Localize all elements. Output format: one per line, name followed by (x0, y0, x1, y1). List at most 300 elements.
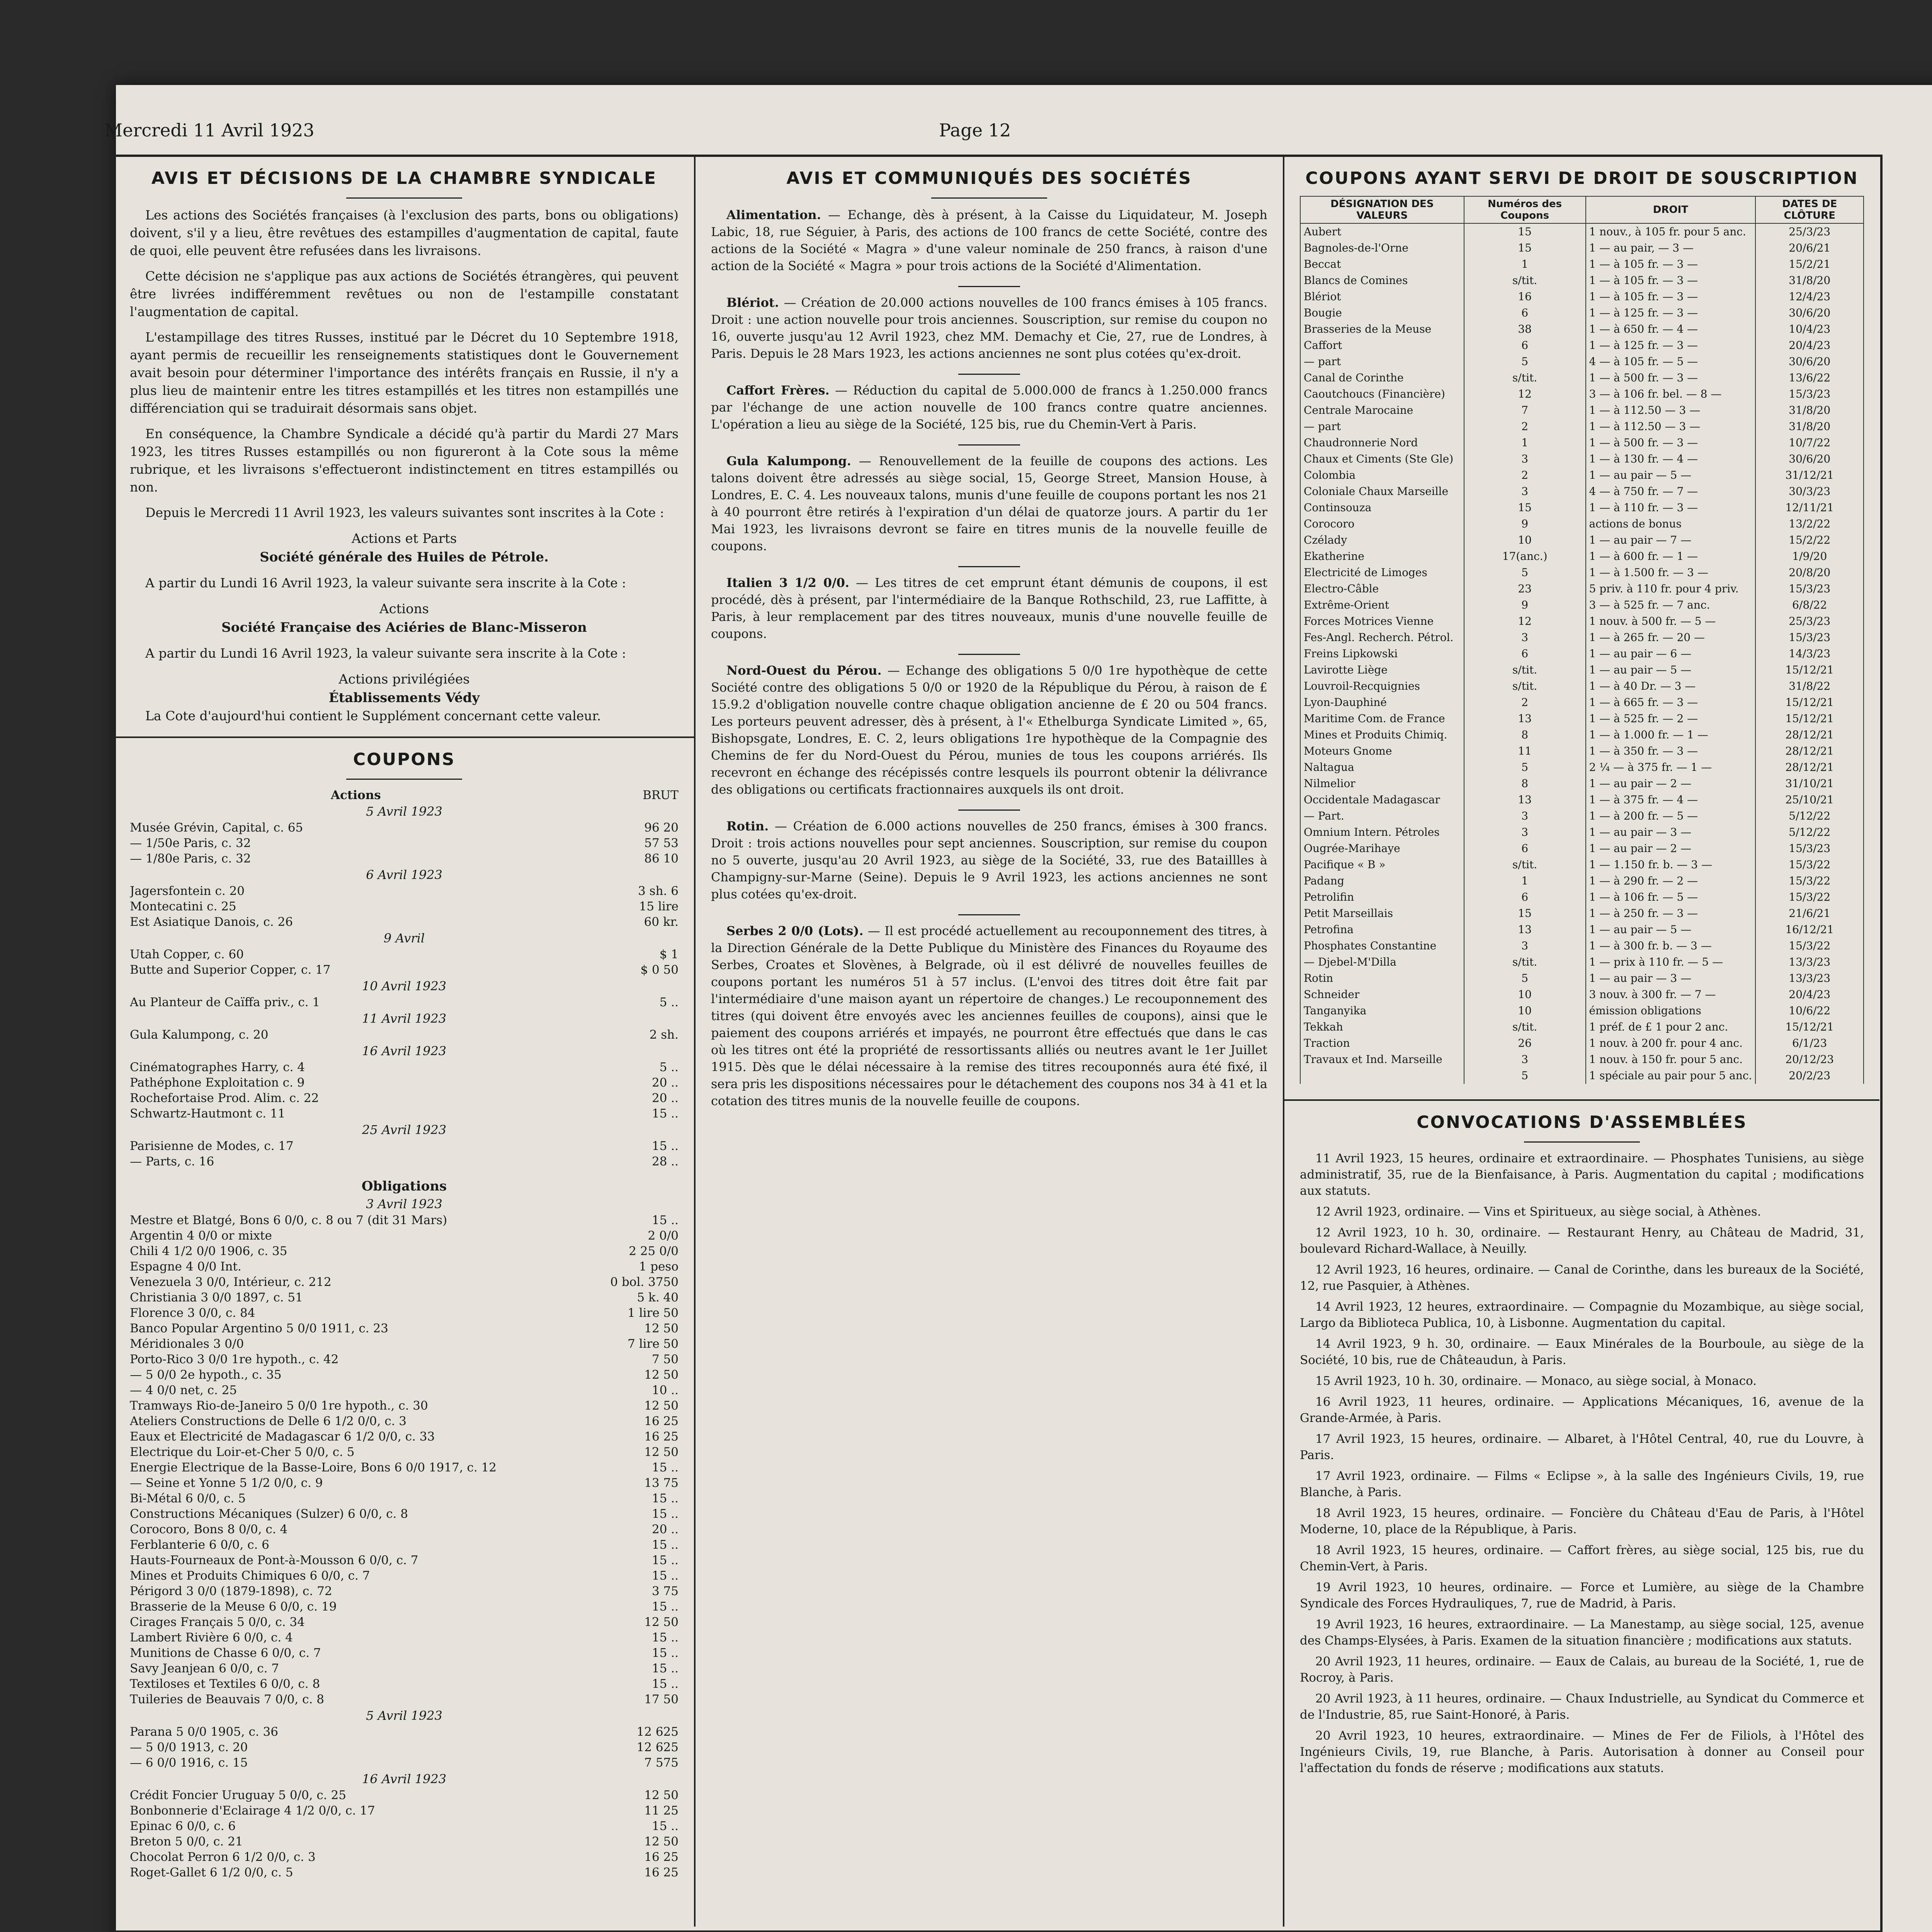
table-cell: 1 — au pair — 6 — (1586, 646, 1756, 662)
coupon-label: Butte and Superior Copper, c. 17 (130, 963, 331, 977)
coupon-value: $ 0 50 (640, 963, 679, 977)
table-cell: 6 (1464, 646, 1586, 662)
coupon-value: 15 .. (651, 1492, 679, 1505)
societe-text: — Réduction du capital de 5.000.000 de francs à 1.250.000 francs par l'échange de une action nouvelle de 100 francs contre quatre anciennes. L'opération a lieu au siège de la Société, 125 bis, rue du Chemin-Vert à Paris. (711, 383, 1268, 432)
coupon-value: 16 25 (644, 1430, 679, 1444)
table-cell: 3 (1464, 1051, 1586, 1068)
table-cell: Schneider (1300, 986, 1464, 1003)
coupon-label: Cirages Français 5 0/0, c. 34 (130, 1615, 305, 1629)
coupon-label: Chocolat Perron 6 1/2 0/0, c. 3 (130, 1850, 316, 1864)
section-title: COUPONS (353, 750, 456, 769)
coupon-value: 2 0/0 (648, 1229, 679, 1243)
souscription-table (1300, 196, 1864, 1084)
societe-text: — Création de 20.000 actions nouvelles de 100 francs émises à 105 francs. Droit : une action nouvelle pour trois anciennes. Souscription, sur remise du coupon no 16, ouverte jusqu'au 12 Avril 1923, chez MM. Demachy et Cie, 27, rue de Londres, à Paris. Depuis le 28 Mars 1923, les actions anciennes ne sont plus cotées qu'ex-droit. (711, 295, 1267, 361)
coupon-value: 15 .. (651, 1631, 679, 1645)
table-cell: 15/3/23 (1755, 581, 1864, 597)
table-cell: 1 préf. de £ 1 pour 2 anc. (1586, 1019, 1756, 1035)
coupon-label: Parisienne de Modes, c. 17 (130, 1139, 294, 1153)
section-title: AVIS ET COMMUNIQUÉS DES SOCIÉTÉS (786, 168, 1192, 188)
coupon-label: Pathéphone Exploitation c. 9 (130, 1076, 305, 1090)
table-row (1300, 289, 1864, 305)
coupon-row (130, 947, 679, 962)
table-cell: 5/12/22 (1755, 808, 1864, 824)
table-row (1300, 986, 1864, 1003)
table-cell: Pacifique « B » (1300, 857, 1464, 873)
table-cell: Canal de Corinthe (1300, 370, 1464, 386)
coupon-value: 86 10 (644, 852, 679, 866)
table-cell: 1 — à 105 fr. — 3 — (1586, 289, 1756, 305)
table-cell: 25/3/23 (1755, 223, 1864, 240)
table-cell: Forces Motrices Vienne (1300, 613, 1464, 629)
table-cell: Blancs de Comines (1300, 272, 1464, 289)
coupon-value: 17 50 (644, 1692, 679, 1706)
issue-date: Mercredi 11 Avril 1923 (104, 120, 315, 141)
coupon-value: 15 .. (651, 1461, 679, 1475)
table-row (1300, 418, 1864, 435)
table-cell: 5 (1464, 354, 1586, 370)
convocation-item: 17 Avril 1923, ordinaire. — Films « Eclipse », à la salle des Ingénieurs Civils, 19, rue Blanche, à Paris. (1300, 1469, 1864, 1499)
coupon-row (130, 1290, 679, 1305)
coupon-label: Eaux et Electricité de Madagascar 6 1/2 0/0, c. 33 (130, 1430, 435, 1444)
coupon-value: 15 .. (651, 1569, 679, 1583)
table-cell: 10/7/22 (1755, 435, 1864, 451)
societe-item (711, 922, 1267, 1109)
table-cell: Tanganyika (1300, 1003, 1464, 1019)
table-cell: s/tit. (1464, 678, 1586, 694)
coupon-row (130, 1724, 679, 1740)
coupon-value: 15 .. (651, 1646, 679, 1660)
table-cell: 1/9/20 (1755, 548, 1864, 565)
table-cell: 30/3/23 (1755, 483, 1864, 500)
table-cell: 3 nouv. à 300 fr. — 7 — (1586, 986, 1756, 1003)
coupon-row (130, 1475, 679, 1491)
table-cell: 2 ¼ — à 375 fr. — 1 — (1586, 759, 1756, 776)
divider (958, 810, 1020, 811)
table-cell: Maritime Com. de France (1300, 711, 1464, 727)
coupon-date: 25 Avril 1923 (362, 1122, 447, 1137)
table-cell: 15/12/21 (1755, 711, 1864, 727)
coupon-label: Argentin 4 0/0 or mixte (130, 1229, 272, 1243)
table-cell: 1 — au pair — 2 — (1586, 840, 1756, 857)
coupon-label: Constructions Mécaniques (Sulzer) 6 0/0, c. 8 (130, 1507, 408, 1521)
coupon-row (130, 1755, 679, 1770)
table-cell: 5 (1464, 970, 1586, 986)
coupon-label: Méridionales 3 0/0 (130, 1337, 244, 1351)
table-cell: 13/2/22 (1755, 516, 1864, 532)
table-cell: 31/12/21 (1755, 467, 1864, 483)
societes-list (696, 206, 1283, 1109)
coupon-value: 5 .. (659, 1060, 679, 1074)
table-row (1300, 223, 1864, 240)
coupon-label: Textiloses et Textiles 6 0/0, c. 8 (130, 1677, 320, 1691)
coupon-row (130, 1865, 679, 1880)
table-cell: Ougrée-Marihaye (1300, 840, 1464, 857)
coupon-label: Christiania 3 0/0 1897, c. 51 (130, 1291, 303, 1304)
societe-text: — Echange, dès à présent, à la Caisse du Liquidateur, M. Joseph Labic, 18, rue Séguier, à Paris, des actions de 100 francs de cette Société, contre des actions de la Société « Magra » d'une valeur nominale de 250 francs, à raison d'une action de la Société « Magra » pour trois actions de la Société d'Alimentation. (711, 207, 1267, 273)
coupon-label: Bonbonnerie d'Eclairage 4 1/2 0/0, c. 17 (130, 1804, 375, 1818)
table-row (1300, 808, 1864, 824)
coupon-value: 15 .. (651, 1677, 679, 1691)
coupon-value: 12 50 (644, 1445, 679, 1459)
table-row (1300, 1051, 1864, 1068)
coupon-date: 5 Avril 1923 (366, 804, 442, 819)
table-cell: 9 (1464, 516, 1586, 532)
coupon-row (130, 1305, 679, 1321)
coupon-row (130, 1568, 679, 1583)
table-cell: 5 (1464, 565, 1586, 581)
societe-item (711, 452, 1267, 554)
table-cell: Omnium Intern. Pétroles (1300, 824, 1464, 840)
table-row (1300, 613, 1864, 629)
coupon-label: — 6 0/0 1916, c. 15 (130, 1756, 248, 1770)
coupon-row (130, 1154, 679, 1169)
table-cell: 15/12/21 (1755, 1019, 1864, 1035)
convocation-item: 12 Avril 1923, ordinaire. — Vins et Spiritueux, au siège social, à Athènes. (1315, 1205, 1761, 1219)
coupon-label: Rochefortaise Prod. Alim. c. 22 (130, 1091, 319, 1105)
coupon-value: 12 50 (644, 1368, 679, 1382)
table-cell: 15/3/23 (1755, 629, 1864, 646)
table-cell: 3 (1464, 483, 1586, 500)
coupon-label: — 1/50e Paris, c. 32 (130, 836, 251, 850)
table-cell: Beccat (1300, 256, 1464, 272)
coupon-label: Au Planteur de Caïffa priv., c. 1 (130, 995, 320, 1009)
table-cell: Caoutchoucs (Financière) (1300, 386, 1464, 402)
coupon-row (130, 1444, 679, 1460)
table-cell: 3 — à 525 fr. — 7 anc. (1586, 597, 1756, 613)
convocation-item: 15 Avril 1923, 10 h. 30, ordinaire. — Monaco, au siège social, à Monaco. (1315, 1374, 1757, 1388)
societe-name: Caffort Frères. (726, 383, 830, 398)
coupon-value: 15 .. (651, 1507, 679, 1521)
table-row (1300, 1003, 1864, 1019)
table-row (1300, 467, 1864, 483)
table-cell: 6 (1464, 337, 1586, 354)
table-cell: s/tit. (1464, 370, 1586, 386)
coupon-row (130, 1676, 679, 1692)
table-cell: 20/6/21 (1755, 240, 1864, 256)
coupon-row (130, 1818, 679, 1834)
table-cell: 6 (1464, 305, 1586, 321)
coupon-value: 7 50 (651, 1352, 679, 1366)
coupon-value: 0 bol. 3750 (610, 1275, 679, 1289)
coupon-row (130, 1138, 679, 1154)
table-cell: 20/12/23 (1755, 1051, 1864, 1068)
table-row (1300, 386, 1864, 402)
coupon-row (130, 1614, 679, 1630)
societe-name: Serbes 2 0/0 (Lots). (726, 923, 864, 938)
coupon-value: 57 53 (644, 836, 679, 850)
coupon-value: 15 .. (651, 1107, 679, 1121)
column-header: DROIT (1586, 196, 1756, 223)
table-cell: 1 — à 350 fr. — 3 — (1586, 743, 1756, 759)
coupon-label: Périgord 3 0/0 (1879-1898), c. 72 (130, 1584, 332, 1598)
table-row (1300, 1068, 1864, 1084)
societe-name: Blériot. (726, 295, 779, 310)
coupon-value: 5 .. (659, 995, 679, 1009)
table-cell: — Djebel-M'Dilla (1300, 954, 1464, 970)
table-cell: Continsouza (1300, 500, 1464, 516)
societe-name: Rotin. (726, 819, 769, 833)
table-cell: Electro-Câble (1300, 581, 1464, 597)
table-row (1300, 500, 1864, 516)
table-cell: 13 (1464, 711, 1586, 727)
table-cell: Padang (1300, 873, 1464, 889)
inscription-line: Société Française des Aciéries de Blanc-Misseron (221, 620, 587, 635)
column-right (1284, 157, 1879, 1927)
table-cell: 1 — au pair — 5 — (1586, 467, 1756, 483)
column-header: DATES DE CLÔTURE (1755, 196, 1864, 223)
coupon-row (130, 851, 679, 866)
table-cell: 1 — à 1.000 fr. — 1 — (1586, 727, 1756, 743)
societe-item (711, 382, 1267, 433)
coupon-value: 15 lire (639, 900, 679, 913)
coupon-row (130, 1630, 679, 1645)
coupon-row (130, 1740, 679, 1755)
convocation-item: 14 Avril 1923, 12 heures, extraordinaire. — Compagnie du Mozambique, au siège social, Largo da Biblioteca Publica, 10, à Lisbonne. Augmentation du capital. (1300, 1300, 1864, 1330)
table-cell: 16/12/21 (1755, 922, 1864, 938)
table-cell: 30/6/20 (1755, 354, 1864, 370)
table-cell: 23 (1464, 581, 1586, 597)
section-title: COUPONS AYANT SERVI DE DROIT DE SOUSCRIPTION (1305, 168, 1859, 188)
table-cell: 20/4/23 (1755, 986, 1864, 1003)
table-cell: Chaudronnerie Nord (1300, 435, 1464, 451)
coupon-row (130, 899, 679, 914)
table-cell: 14/3/23 (1755, 646, 1864, 662)
section-title: CONVOCATIONS D'ASSEMBLÉES (1417, 1112, 1747, 1132)
table-row (1300, 548, 1864, 565)
coupon-label: Porto-Rico 3 0/0 1re hypoth., c. 42 (130, 1352, 339, 1366)
coupon-value: 1 peso (639, 1260, 679, 1274)
coupon-value: 3 75 (651, 1584, 679, 1598)
table-cell: 16 (1464, 289, 1586, 305)
table-cell: 2 (1464, 694, 1586, 711)
table-cell: 20/2/23 (1755, 1068, 1864, 1084)
paragraph: A partir du Lundi 16 Avril 1923, la valeur suivante sera inscrite à la Cote : (145, 575, 626, 590)
table-cell: 1 — à 130 fr. — 4 — (1586, 451, 1756, 467)
societe-text: — Les titres de cet emprunt étant démunis de coupons, il est procédé, dès à présent, par l'intermédiaire de la Banque Rothschild, 23, rue Laffitte, à Paris, à leur remplacement par des titres nouveaux, munis d'une nouvelle feuille de coupons. (711, 575, 1268, 641)
table-cell: 1 — à 105 fr. — 3 — (1586, 272, 1756, 289)
table-cell: 28/12/21 (1755, 743, 1864, 759)
table-cell: Moteurs Gnome (1300, 743, 1464, 759)
table-cell: 13/6/22 (1755, 370, 1864, 386)
table-cell: Colombia (1300, 467, 1464, 483)
divider (958, 444, 1020, 446)
coupon-value: 16 25 (644, 1414, 679, 1428)
table-cell: 25/10/21 (1755, 792, 1864, 808)
paragraph: L'estampillage des titres Russes, institué par le Décret du 10 Septembre 1918, ayant permis de recueillir les renseignements statistiques dont le Gouvernement avait besoin pour déterminer l'importance des intérêts français en Russie, il n'y a plus lieu de maintenir entre les titres estampillés et les titres non estampillés une différenciation qui se traduirait désormais sans objet. (130, 330, 679, 416)
coupon-value: 16 25 (644, 1850, 679, 1864)
coupon-row (130, 1352, 679, 1367)
table-cell: 1 — à 125 fr. — 3 — (1586, 337, 1756, 354)
table-cell: 1 — à 112.50 — 3 — (1586, 418, 1756, 435)
divider (958, 654, 1020, 655)
coupon-value: 96 20 (644, 821, 679, 835)
coupon-date: 16 Avril 1923 (362, 1044, 447, 1058)
chambre-syndicale-text (114, 206, 694, 522)
coupon-label: — Parts, c. 16 (130, 1155, 214, 1168)
table-row (1300, 938, 1864, 954)
obligations-date: 3 Avril 1923 (366, 1197, 442, 1211)
coupon-row (130, 1599, 679, 1614)
coupon-value: 20 .. (651, 1522, 679, 1536)
section-title: AVIS ET DÉCISIONS DE LA CHAMBRE SYNDICALE (151, 168, 657, 188)
coupon-label: Florence 3 0/0, c. 84 (130, 1306, 255, 1320)
table-cell: 15 (1464, 905, 1586, 922)
table-cell: 6/8/22 (1755, 597, 1864, 613)
table-cell: 15 (1464, 223, 1586, 240)
table-row (1300, 256, 1864, 272)
coupon-row (130, 1460, 679, 1475)
coupon-label: Savy Jeanjean 6 0/0, c. 7 (130, 1662, 279, 1675)
table-cell: 10/6/22 (1755, 1003, 1864, 1019)
table-cell: 3 (1464, 824, 1586, 840)
table-cell: s/tit. (1464, 272, 1586, 289)
table-cell: 1 — au pair, — 3 — (1586, 240, 1756, 256)
coupon-label: Chili 4 1/2 0/0 1906, c. 35 (130, 1244, 287, 1258)
table-row (1300, 451, 1864, 467)
table-row (1300, 840, 1864, 857)
paragraph: En conséquence, la Chambre Syndicale a décidé qu'à partir du Mardi 27 Mars 1923, les titres Russes estampillés ou non figureront à la Cote sous la même rubrique, et les livraisons s'effectueront indistinctement en titres estampillés ou non. (130, 426, 679, 495)
table-cell: 9 (1464, 597, 1586, 613)
table-cell: 15/2/22 (1755, 532, 1864, 548)
table-cell: 15/12/21 (1755, 694, 1864, 711)
column-header: Numéros des Coupons (1464, 196, 1586, 223)
table-cell: 1 — à 265 fr. — 20 — (1586, 629, 1756, 646)
table-cell: Brasseries de la Meuse (1300, 321, 1464, 337)
table-cell: 1 — au pair — 5 — (1586, 922, 1756, 938)
table-cell: 31/8/20 (1755, 272, 1864, 289)
table-row (1300, 678, 1864, 694)
coupon-label: — 1/80e Paris, c. 32 (130, 852, 251, 866)
table-cell: 26 (1464, 1035, 1586, 1051)
coupon-label: Energie Electrique de la Basse-Loire, Bons 6 0/0 1917, c. 12 (130, 1461, 497, 1475)
table-cell: 5/12/22 (1755, 824, 1864, 840)
societe-text: — Renouvellement de la feuille de coupons des actions. Les talons doivent être adressés au siège social, 15, George Street, Mansion House, à Londres, E. C. 4. Les nouveaux talons, munis d'une feuille de coupons portant les nos 21 à 40 pourront être retirés à l'expiration d'un délai de quatorze jours. A partir du 1er Mai 1923, les livraisons devront se faire en titres munis de la nouvelle feuille de coupons. (711, 454, 1268, 553)
table-cell: 28/12/21 (1755, 759, 1864, 776)
paragraph: Depuis le Mercredi 11 Avril 1923, les valeurs suivantes sont inscrites à la Cote : (145, 505, 664, 520)
convocations-list (1284, 1150, 1879, 1776)
page-header (104, 116, 1882, 147)
table-cell: Bougie (1300, 305, 1464, 321)
coupon-value: 11 25 (644, 1804, 679, 1818)
table-cell: 15/3/23 (1755, 386, 1864, 402)
inscription-line: Actions privilégiées (338, 672, 470, 687)
coupon-label: Epinac 6 0/0, c. 6 (130, 1819, 236, 1833)
table-cell: 5 priv. à 110 fr. pour 4 priv. (1586, 581, 1756, 597)
table-cell: 15/2/21 (1755, 256, 1864, 272)
table-cell: 10 (1464, 532, 1586, 548)
table-row (1300, 305, 1864, 321)
table-row (1300, 662, 1864, 678)
paragraph: Cette décision ne s'applique pas aux actions de Sociétés étrangères, qui peuvent être livrées indifféremment revêtues ou non de l'estampille constatant l'augmentation de capital. (130, 269, 679, 319)
societe-text: — Echange des obligations 5 0/0 1re hypothèque de cette Société contre des obligations 5 0/0 or 1920 de la République du Pérou, à raison de £ 15.9.2 d'obligation nouvelle contre chaque obligation ancienne de £ 20 ou 504 francs. Les porteurs peuvent adresser, dès à présent, à l'« Ethelburga Syndicate Limited », 65, Bishopsgate, Londres, E. C. 2, leurs obligations 1re hypothèque de la Compagnie des Chemins de fer du Nord-Ouest du Pérou, munies de tous les coupons arriérés. Ils recevront en échange des récépissés contre lesquels ils pourront obtenir la délivrance des obligations ou certificats fractionnaires auxquels ils ont droit. (711, 663, 1268, 797)
coupon-value: 20 .. (651, 1091, 679, 1105)
table-cell: 1 nouv. à 150 fr. pour 5 anc. (1586, 1051, 1756, 1068)
convocation-item: 12 Avril 1923, 10 h. 30, ordinaire. — Restaurant Henry, au Château de Madrid, 31, boulevard Richard-Wallace, à Neuilly. (1300, 1226, 1864, 1256)
coupon-label: Tuileries de Beauvais 7 0/0, c. 8 (130, 1692, 324, 1706)
inscription-line: Établissements Védy (328, 690, 480, 706)
coupon-value: 2 sh. (649, 1028, 679, 1042)
table-cell: 38 (1464, 321, 1586, 337)
coupon-row (130, 1075, 679, 1090)
coupon-date: 9 Avril (383, 931, 425, 946)
table-cell: 1 nouv. à 200 fr. pour 4 anc. (1586, 1035, 1756, 1051)
table-cell: 1 — au pair — 7 — (1586, 532, 1756, 548)
table-cell: 15/3/22 (1755, 889, 1864, 905)
coupon-row (130, 1336, 679, 1352)
table-cell: 1 (1464, 435, 1586, 451)
table-row (1300, 646, 1864, 662)
table-cell: 13/3/23 (1755, 954, 1864, 970)
table-row (1300, 922, 1864, 938)
paragraph: La Cote d'aujourd'hui contient le Supplément concernant cette valeur. (145, 708, 601, 723)
table-cell: 30/6/20 (1755, 451, 1864, 467)
table-row (1300, 272, 1864, 289)
coupon-value: 12 625 (636, 1725, 679, 1739)
convocation-item: 20 Avril 1923, 11 heures, ordinaire. — Eaux de Calais, au bureau de la Société, 1, rue de Rocroy, à Paris. (1300, 1655, 1864, 1685)
table-cell: 1 — au pair — 2 — (1586, 776, 1756, 792)
table-row (1300, 597, 1864, 613)
table-cell: actions de bonus (1586, 516, 1756, 532)
coupon-value: 12 50 (644, 1788, 679, 1802)
convocation-item: 19 Avril 1923, 16 heures, extraordinaire. — La Manestamp, au siège social, 125, avenue des Champs-Elysées, à Paris. Examen de la situation financière ; modifications aux statuts. (1300, 1617, 1864, 1648)
table-row (1300, 354, 1864, 370)
convocation-item: 18 Avril 1923, 15 heures, ordinaire. — Caffort frères, au siège social, 125 bis, rue du Chemin-Vert, à Paris. (1300, 1543, 1864, 1573)
table-cell: 12 (1464, 386, 1586, 402)
table-cell: 4 — à 105 fr. — 5 — (1586, 354, 1756, 370)
table-cell: Fes-Angl. Recherch. Pétrol. (1300, 629, 1464, 646)
table-cell: Petrofina (1300, 922, 1464, 938)
table-cell: Lyon-Dauphiné (1300, 694, 1464, 711)
table-cell: 17(anc.) (1464, 548, 1586, 565)
table-cell: 1 — prix à 110 fr. — 5 — (1586, 954, 1756, 970)
table-cell: 1 — à 665 fr. — 3 — (1586, 694, 1756, 711)
table-cell: 30/6/20 (1755, 305, 1864, 321)
table-cell: 15 (1464, 240, 1586, 256)
coupon-value: 2 25 0/0 (629, 1244, 679, 1258)
table-row (1300, 824, 1864, 840)
table-cell: 1 — à 290 fr. — 2 — (1586, 873, 1756, 889)
table-cell: 1 — à 650 fr. — 4 — (1586, 321, 1756, 337)
coupon-label: Schwartz-Hautmont c. 11 (130, 1107, 286, 1121)
table-cell: émission obligations (1586, 1003, 1756, 1019)
table-row (1300, 776, 1864, 792)
divider (958, 286, 1020, 287)
table-cell: 3 (1464, 629, 1586, 646)
convocation-item: 11 Avril 1923, 15 heures, ordinaire et extraordinaire. — Phosphates Tunisiens, au siège administratif, 35, rue de la Bienfaisance, à Paris. Augmentation du capital ; modifications aux statuts. (1300, 1151, 1864, 1198)
coupon-label: Hauts-Fourneaux de Pont-à-Mousson 6 0/0, c. 7 (130, 1553, 418, 1567)
coupon-label: Gula Kalumpong, c. 20 (130, 1028, 269, 1042)
coupon-value: 12 50 (644, 1615, 679, 1629)
table-cell: 15/3/22 (1755, 857, 1864, 873)
coupon-value: 15 .. (651, 1600, 679, 1614)
coupon-label: — 5 0/0 2e hypoth., c. 35 (130, 1368, 282, 1382)
coupon-row (130, 1027, 679, 1043)
table-cell: 1 — à 500 fr. — 3 — (1586, 435, 1756, 451)
coupon-label: Electrique du Loir-et-Cher 5 0/0, c. 5 (130, 1445, 355, 1459)
table-row (1300, 629, 1864, 646)
coupon-value: 1 lire 50 (628, 1306, 679, 1320)
table-cell: Corocoro (1300, 516, 1464, 532)
table-cell: 15/3/23 (1755, 840, 1864, 857)
table-cell: 6/1/23 (1755, 1035, 1864, 1051)
coupon-row (130, 1787, 679, 1803)
table-cell: 15/3/22 (1755, 938, 1864, 954)
table-cell: 4 — à 750 fr. — 7 — (1586, 483, 1756, 500)
societe-item (711, 294, 1267, 362)
table-cell: 8 (1464, 776, 1586, 792)
table-cell: 1 — à 105 fr. — 3 — (1586, 256, 1756, 272)
table-cell: 1 — à 112.50 — 3 — (1586, 402, 1756, 418)
